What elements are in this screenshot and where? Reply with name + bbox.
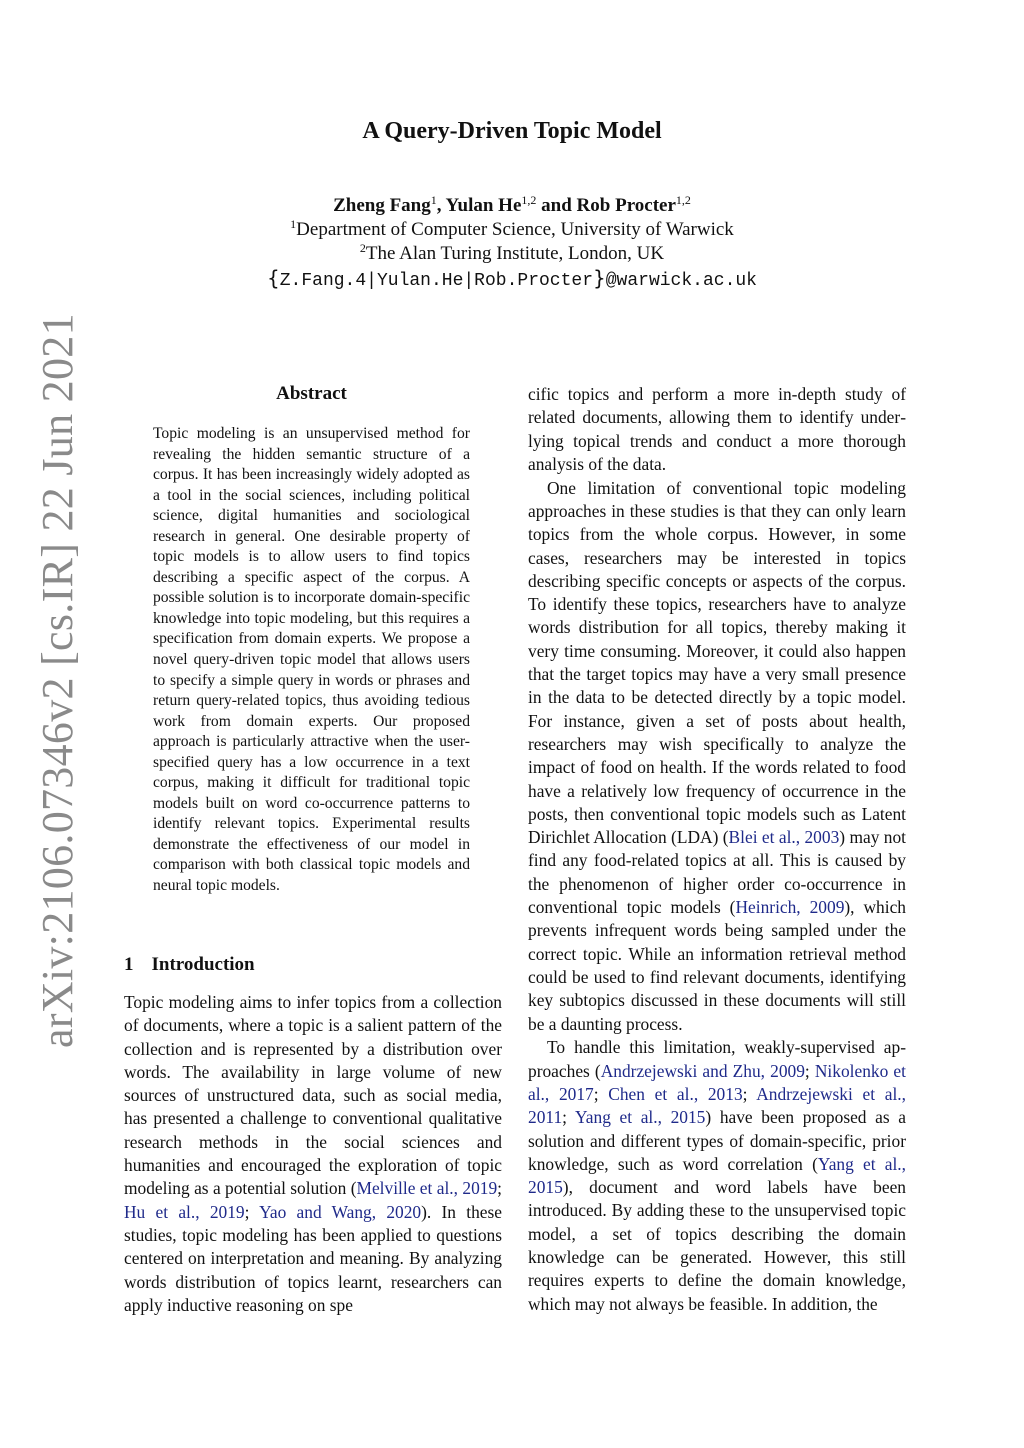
email-domain: @warwick.ac.uk (605, 271, 757, 291)
author-name: Rob Procter (576, 195, 676, 216)
citation-link[interactable]: Chen et al., 2013 (608, 1083, 743, 1104)
author-affil-mark: 1 (430, 193, 437, 207)
paragraph-text: ), document and word labels have been introduced. By adding these to the unsupervised topic model, a set of topics describing the domain knowledge can be generated. However, this still requires experts to define the domain knowledge, which may not always be feasible. In addition, the (528, 1177, 906, 1314)
intro-paragraph-2 (528, 477, 906, 1036)
citation-separator: ; (593, 1083, 609, 1104)
author-block (0, 194, 1024, 293)
citation-link[interactable]: Yao and Wang, 2020 (259, 1201, 422, 1222)
citation-link[interactable]: Melville et al., 2019 (356, 1178, 498, 1199)
section-title: Introduction (151, 954, 255, 975)
paragraph-text: ) have been proposed as a solution and different types of domain-specific, prior knowledge, such as word correlation ( (528, 1107, 906, 1174)
arxiv-identifier: arXiv:2106.07346v2 [cs.IR] 22 Jun 2021 (33, 313, 82, 1048)
paragraph-text: ), which prevents infrequent words being sampled under the correct topic. While an information retrieval method could be used to find relevant documents, identifying key subtopics discussed in these documents will still be a daunting process. (528, 897, 906, 1034)
citation-link[interactable]: Nikolenko et al., 2017 (528, 1060, 906, 1104)
intro-paragraph-1-continued (528, 383, 906, 476)
citation-separator: ; (497, 1178, 502, 1199)
author-names (0, 194, 1024, 218)
intro-left-column (124, 991, 502, 1317)
affiliation-mark: 1 (290, 217, 297, 231)
abstract-heading: Abstract (276, 383, 347, 404)
citation-link[interactable]: Andrzejewski et al., 2011 (528, 1083, 906, 1128)
author-name: Zheng Fang (333, 195, 431, 216)
author-affil-mark: 1,2 (675, 193, 691, 207)
paragraph-text: One limitation of conventional topic modeling approaches in these studies is that they can only learn topics from the whole corpus. However, in some cases, researchers may be interested in topics describing specific concepts or aspects of the corpus. To identify these topics, researchers have to analyze words distribution for all topics, thereby making it very time consuming. Moreover, it could also happen that the target topics may have a very small presence in the data to be detected directly by a topic model. For instance, given a set of posts about health, researchers may wish specifically to analyze the impact of food on health. If the words related to food have a relatively low frequency of occurrence in the posts, then conventional topic models such as Latent Dirichlet Allocation (LDA) ( (528, 477, 906, 848)
citation-link[interactable]: Hu et al., 2019 (124, 1201, 245, 1222)
intro-paragraph-1 (124, 991, 502, 1317)
affiliation-1 (0, 218, 1024, 242)
affiliation-2 (0, 242, 1024, 266)
affiliation-mark: 2 (359, 241, 366, 255)
citation-link[interactable]: Yang et al., 2015 (574, 1107, 706, 1128)
author-name: Yulan He (445, 195, 522, 216)
affiliation-text: Department of Computer Science, University of Warwick (296, 219, 734, 240)
abstract-body: Topic modeling is an unsupervised method for revealing the hidden semantic structure of a corpus. It has been increasingly widely adopted as a tool in the social sciences, including political science, digital humanities and sociological research in general. One desirable property of topic models is to allow users to find topics describing a specific aspect of the corpus. A possible solution is to incorporate domain-specific knowledge into topic modeling, but this requires a specification from domain experts. We propose a novel query-driven topic model that allows users to specify a simple query in words or phrases and return query-related topics, thus avoiding tedious work from domain experts. Our proposed approach is particularly attractive when the user-specified query has a low occurrence in a text corpus, making it difficult for traditional topic models built on word co-occurrence patterns to identify relevant topics. Experimental results demonstrate the effectiveness of our model in comparison with both classical topic models and neural topic models. (153, 425, 470, 895)
citation-link[interactable]: Andrzejewski and Zhu, 2009 (600, 1060, 805, 1081)
citation-separator: ; (804, 1060, 815, 1081)
affiliation-text: The Alan Turing Institute, London, UK (365, 243, 665, 264)
citation-separator: ; (244, 1201, 260, 1222)
author-emails (0, 266, 1024, 293)
author-separator: and (536, 195, 577, 216)
paragraph-text: cific topics and perform a more in-depth study of related documents, allowing them to identify underlying topical trends and conduct a more thorough analysis of the data. (528, 384, 906, 474)
email-users: Z.Fang.4|Yulan.He|Rob.Procter (279, 271, 594, 291)
paragraph-text: ). In these studies, topic modeling has been applied to questions centered on interpretation and meaning. By analyzing words distribution of topics learnt, researchers can apply inductive reasoning on spe (124, 1201, 502, 1315)
email-brace-open: { (267, 266, 280, 290)
author-separator: , (436, 195, 446, 216)
intro-right-column (528, 383, 906, 1316)
paper-title: A Query-Driven Topic Model (362, 118, 662, 144)
intro-paragraph-3 (528, 1036, 906, 1316)
citation-link[interactable]: Yang et al., 2015 (528, 1153, 906, 1198)
paragraph-text: Topic modeling aims to infer topics from a collection of documents, where a topic is a salient pattern of the collection and is represented by a distribution over words. The availability in large volume of new sources of unstructured data, such as social media, has presented a challenge to conventional qualitative research methods in the social sciences and humanities and encouraged the exploration of topic modeling as a potential solution ( (124, 992, 502, 1199)
citation-link[interactable]: Heinrich, 2009 (735, 897, 845, 918)
author-affil-mark: 1,2 (521, 193, 537, 207)
citation-separator: ; (742, 1083, 757, 1104)
citation-link[interactable]: Blei et al., 2003 (728, 827, 840, 848)
section-number: 1 (124, 954, 134, 975)
citation-separator: ; (562, 1107, 575, 1128)
paragraph-text: To handle this limitation, weakly-supervised approaches ( (528, 1037, 906, 1081)
paragraph-text: ) may not find any food-related topics at all. This is caused by the phenomenon of higher order co-occurrence in conventional topic models ( (528, 827, 907, 918)
section-heading (124, 954, 255, 976)
email-brace-close: } (593, 266, 606, 290)
